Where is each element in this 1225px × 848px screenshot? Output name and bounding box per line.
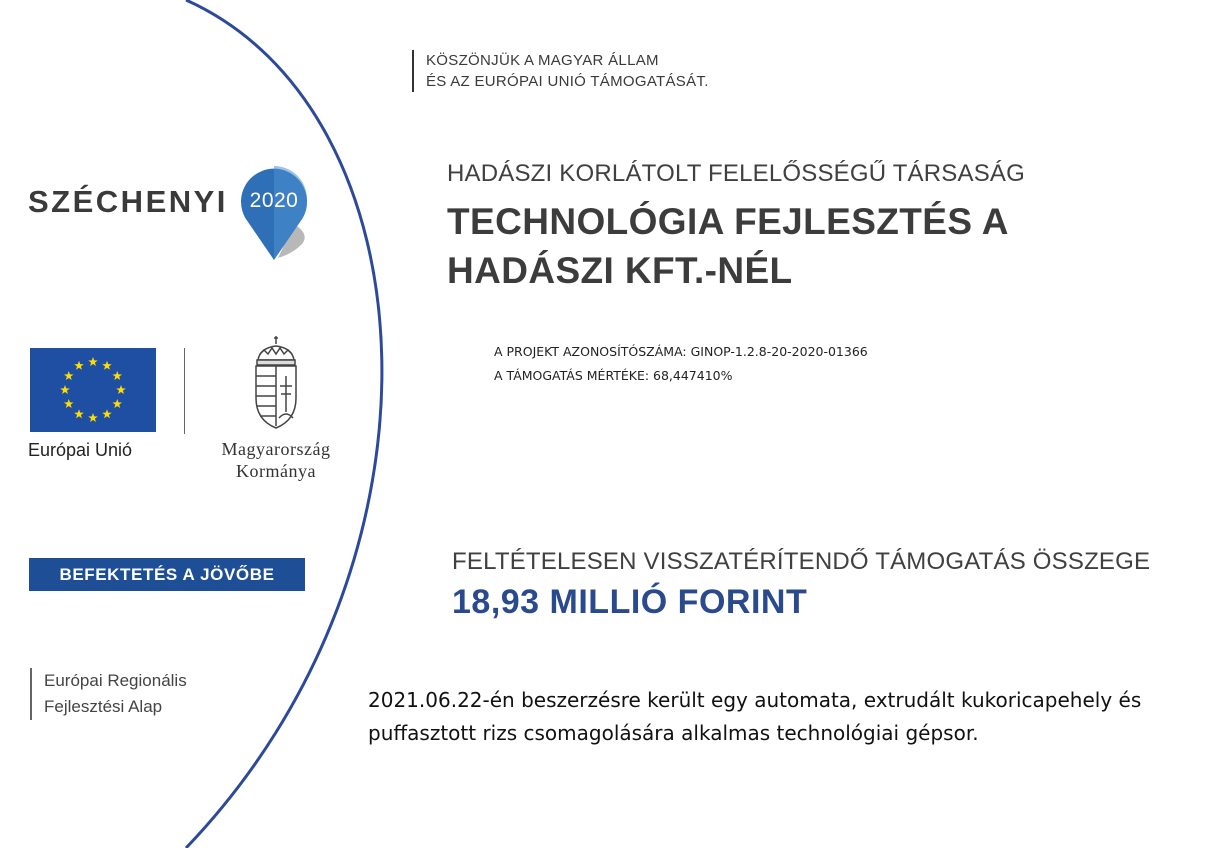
government-line-2: Kormánya <box>236 461 316 481</box>
thanks-line-1: KÖSZÖNJÜK A MAGYAR ÁLLAM <box>426 52 659 69</box>
support-rate: A TÁMOGATÁS MÉRTÉKE: 68,447410% <box>494 368 733 383</box>
company-name: HADÁSZI KORLÁTOLT FELELŐSSÉGŰ TÁRSASÁG <box>447 160 1025 187</box>
map-pin-icon <box>236 162 312 262</box>
eu-flag-icon <box>30 348 156 432</box>
project-title-line-2: HADÁSZI KFT.-NÉL <box>447 250 793 291</box>
support-title: FELTÉTELESEN VISSZATÉRÍTENDŐ TÁMOGATÁS ÖSSZEGE <box>452 548 1151 575</box>
thanks-line-2: ÉS AZ EURÓPAI UNIÓ TÁMOGATÁSÁT. <box>426 73 709 90</box>
invest-badge: BEFEKTETÉS A JÖVŐBE <box>29 558 305 591</box>
thanks-block <box>412 50 709 92</box>
szechenyi-logo-text: SZÉCHENYI <box>28 184 228 219</box>
brand-year: 2020 <box>249 189 299 212</box>
description: 2021.06.22-én beszerzésre került egy automata, extrudált kukoricapehely és puffasztott rizs csomagolására alkalmas technológiai gépsor. <box>368 688 1142 745</box>
hungarian-coat-of-arms-icon <box>248 336 304 432</box>
government-label <box>198 438 354 482</box>
project-title-line-1: TECHNOLÓGIA FEJLESZTÉS A <box>447 201 1009 242</box>
fund-line-1: Európai Regionális <box>44 671 187 690</box>
eu-label: Európai Unió <box>28 440 133 460</box>
project-id: A PROJEKT AZONOSÍTÓSZÁMA: GINOP-1.2.8-20-2020-01366 <box>494 344 868 359</box>
support-amount: 18,93 MILLIÓ FORINT <box>452 583 808 621</box>
logo-divider <box>184 348 185 434</box>
project-title <box>447 197 1009 295</box>
fund-block <box>30 668 187 720</box>
project-info <box>494 340 868 388</box>
government-line-1: Magyarország <box>221 439 331 459</box>
fund-line-2: Fejlesztési Alap <box>44 697 163 716</box>
